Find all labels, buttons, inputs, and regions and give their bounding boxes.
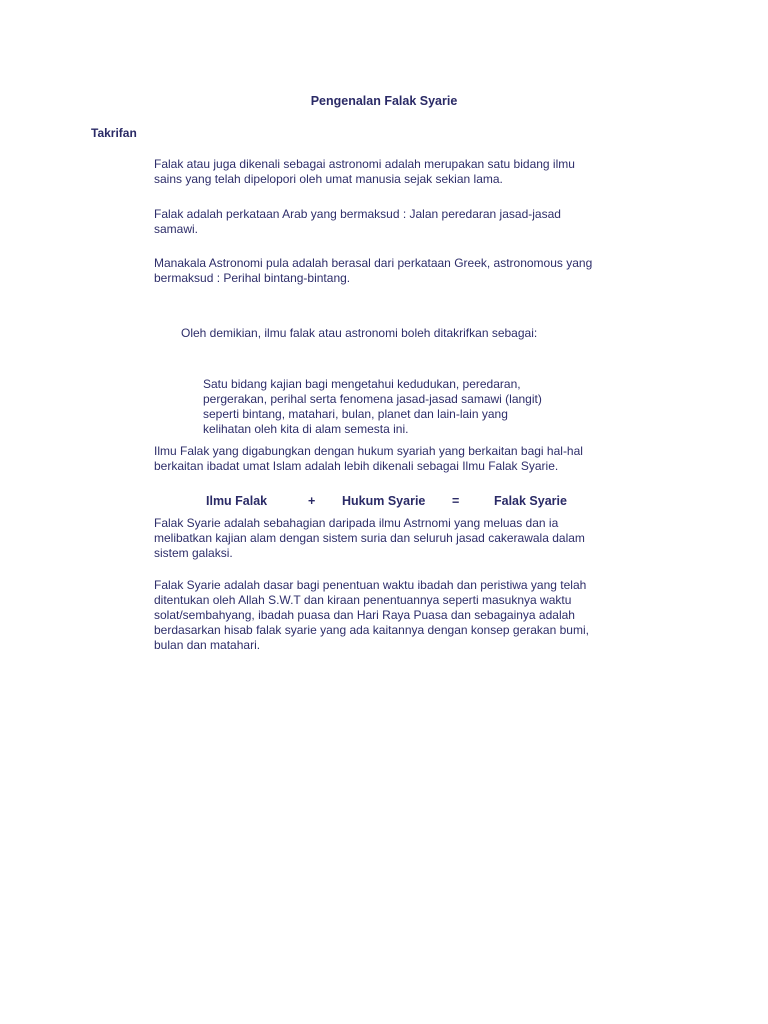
- definition-quote: Satu bidang kajian bagi mengetahui kedudukan, peredaran, pergerakan, perihal serta fenomena jasad-jasad samawi (langit) seperti bintang, matahari, bulan, planet dan lain-lain yang kelihatan oleh kita di alam semesta ini.: [203, 377, 542, 436]
- formula-line: [0, 494, 768, 510]
- formula-term-hukum-syarie: Hukum Syarie: [342, 494, 426, 508]
- formula-plus-sign: +: [308, 494, 316, 508]
- formula-equals-sign: =: [452, 494, 460, 508]
- paragraph-2: Falak adalah perkataan Arab yang bermaksud : Jalan peredaran jasad-jasad samawi.: [154, 207, 561, 236]
- intro-sentence: Oleh demikian, ilmu falak atau astronomi boleh ditakrifkan sebagai:: [181, 326, 538, 340]
- combined-paragraph: Ilmu Falak yang digabungkan dengan hukum syariah yang berkaitan bagi hal-hal berkaitan ibadat umat Islam adalah lebih dikenali sebagai Ilmu Falak Syarie.: [154, 444, 583, 473]
- section-heading: Takrifan: [91, 126, 137, 140]
- closing-paragraph-2: Falak Syarie adalah dasar bagi penentuan waktu ibadah dan peristiwa yang telah ditentukan oleh Allah S.W.T dan kiraan penentuannya seperti masuknya waktu solat/sembahyang, ibadah puasa dan Hari Raya Puasa dan sebagainya adalah berdasarkan hisab falak syarie yang ada kaitannya dengan konsep gerakan bumi, bulan dan matahari.: [154, 578, 589, 652]
- paragraph-3: Manakala Astronomi pula adalah berasal dari perkataan Greek, astronomous yang bermaksud : Perihal bintang-bintang.: [154, 256, 593, 285]
- formula-result-falak-syarie: Falak Syarie: [494, 494, 567, 508]
- formula-term-ilmu-falak: Ilmu Falak: [206, 494, 268, 508]
- paragraph-1: Falak atau juga dikenali sebagai astronomi adalah merupakan satu bidang ilmu sains yang telah dipelopori oleh umat manusia sejak sekian lama.: [154, 157, 575, 186]
- document-title: Pengenalan Falak Syarie: [310, 94, 458, 108]
- closing-paragraph-1: Falak Syarie adalah sebahagian daripada ilmu Astrnomi yang meluas dan ia melibatkan kajian alam dengan sistem suria dan seluruh jasad cakerawala dalam sistem galaksi.: [154, 516, 585, 560]
